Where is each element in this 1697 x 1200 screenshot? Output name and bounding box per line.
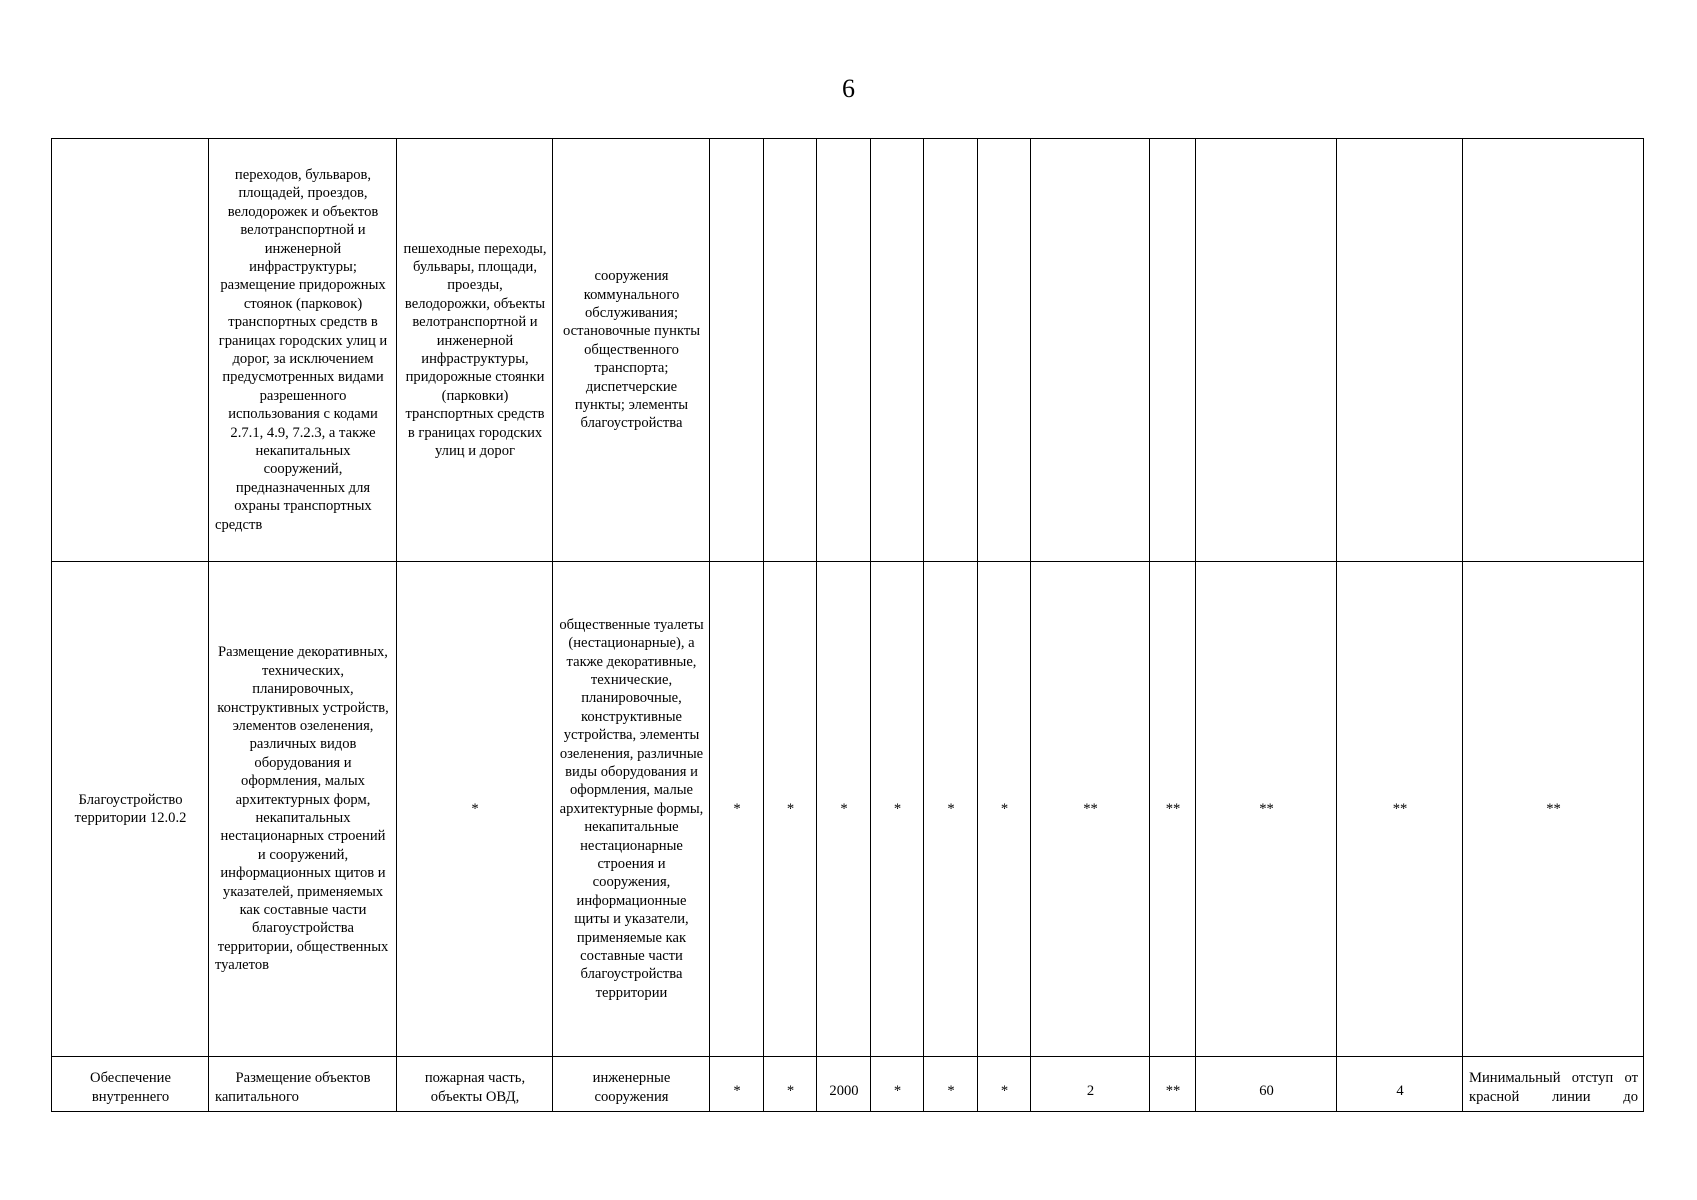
table-cell: ** [1150, 1057, 1196, 1112]
table-cell [978, 139, 1031, 562]
table-row [52, 1057, 1644, 1112]
page-number: 6 [842, 74, 855, 103]
table-cell: * [817, 562, 871, 1057]
land-use-table [51, 138, 1644, 1112]
table-cell [1150, 139, 1196, 562]
table-cell: Благоустройство территории 12.0.2 [52, 562, 209, 1057]
table-cell: пешеходные переходы, бульвары, площади, проезды, велодорожки, объекты велотранспортной и инженерной инфраструктуры, придорожные стоянки (парковки) транспортных средств в границах городских улиц и дорог [397, 139, 553, 562]
table-cell [1463, 139, 1644, 562]
table-cell: * [397, 562, 553, 1057]
table-cell: 2000 [817, 1057, 871, 1112]
table-cell: ** [1337, 562, 1463, 1057]
table-cell: 4 [1337, 1057, 1463, 1112]
table-cell: * [764, 1057, 817, 1112]
table-cell: Минимальный отступ от красной линии до [1463, 1057, 1644, 1112]
table-cell: пожарная часть, объекты ОВД, [397, 1057, 553, 1112]
table-cell: Размещение декоративных, технических, планировочных, конструктивных устройств, элементов озеленения, различных видов оборудования и оформления, малых архитектурных форм, некапитальных нестационарных строений и сооружений, информационных щитов и указателей, применяемых как составные части благоустройства территории, общественных туалетов [209, 562, 397, 1057]
table-cell: * [710, 1057, 764, 1112]
table-cell [924, 139, 978, 562]
table-cell: ** [1463, 562, 1644, 1057]
table-cell: Размещение объектов капитального [209, 1057, 397, 1112]
table-cell: инженерные сооружения [553, 1057, 710, 1112]
table-cell [710, 139, 764, 562]
table-cell: ** [1031, 562, 1150, 1057]
table-cell: 2 [1031, 1057, 1150, 1112]
table-cell: * [710, 562, 764, 1057]
table-cell [1196, 139, 1337, 562]
table-cell [1337, 139, 1463, 562]
table-cell [52, 139, 209, 562]
table-row [52, 562, 1644, 1057]
table-cell [1031, 139, 1150, 562]
table-cell: * [924, 562, 978, 1057]
table-cell: переходов, бульваров, площадей, проездов, велодорожек и объектов велотранспортной и инженерной инфраструктуры; размещение придорожных стоянок (парковок) транспортных средств в границах городских улиц и дорог, за исключением предусмотренных видами разрешенного использования с кодами 2.7.1, 4.9, 7.2.3, а также некапитальных сооружений, предназначенных для охраны транспортных средств [209, 139, 397, 562]
table-cell: Обеспечение внутреннего [52, 1057, 209, 1112]
table-cell: * [978, 562, 1031, 1057]
table-cell: * [871, 562, 924, 1057]
table-cell: ** [1150, 562, 1196, 1057]
table-cell: сооружения коммунального обслуживания; остановочные пункты общественного транспорта; диспетчерские пункты; элементы благоустройства [553, 139, 710, 562]
table-cell [871, 139, 924, 562]
table-cell: * [764, 562, 817, 1057]
table-cell [764, 139, 817, 562]
table-cell: * [924, 1057, 978, 1112]
table-cell: общественные туалеты (нестационарные), а также декоративные, технические, планировочные, конструктивные устройства, элементы озеленения, различные виды оборудования и оформления, малые архитектурные формы, некапитальные нестационарные строения и сооружения, информационные щиты и указатели, применяемые как составные части благоустройства территории [553, 562, 710, 1057]
table-cell: * [978, 1057, 1031, 1112]
table-cell [817, 139, 871, 562]
table-cell: 60 [1196, 1057, 1337, 1112]
table-cell: * [871, 1057, 924, 1112]
table-cell: ** [1196, 562, 1337, 1057]
table-row [52, 139, 1644, 562]
